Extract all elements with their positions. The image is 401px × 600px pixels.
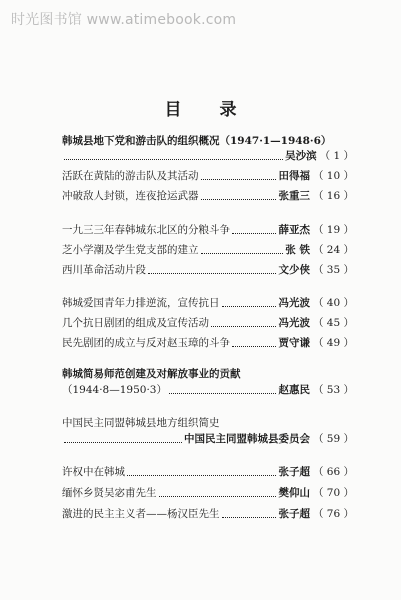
dot-leader xyxy=(148,273,276,274)
toc-entry-author: 冯光波 xyxy=(278,317,310,329)
toc-entry xyxy=(62,484,354,500)
toc-entry xyxy=(62,334,354,350)
dot-leader xyxy=(201,199,277,200)
toc-entry xyxy=(62,430,354,446)
dot-leader xyxy=(222,517,277,518)
toc-entry-page: （ 76 ） xyxy=(312,508,354,520)
toc-entry-title: 韩城爱国青年力排逆流，宣传抗日 xyxy=(62,297,220,309)
toc-entry-author: 田得福 xyxy=(278,170,310,182)
toc-entry-author: 张 铁 xyxy=(285,244,310,256)
toc-entry-title: 许权中在韩城 xyxy=(62,466,125,478)
dot-leader xyxy=(159,496,277,497)
toc-entry xyxy=(62,463,354,479)
toc-entry-author: 张子超 xyxy=(278,508,310,520)
toc-entry-author: 赵惠民 xyxy=(278,384,310,396)
watermark: 时光图书馆 www.atimebook.com xyxy=(11,12,237,28)
toc-entry-title: 芝小学潮及学生党支部的建立 xyxy=(62,244,199,256)
toc-entry-title: 几个抗日剧团的组成及宣传活动 xyxy=(62,317,209,329)
dot-leader xyxy=(201,179,277,180)
toc-entry-page: （ 70 ） xyxy=(312,487,354,499)
toc-entry-page: （ 24 ） xyxy=(312,244,354,256)
toc-line-heading: 韩城县地下党和游击队的组织概况（1947·1—1948·6） xyxy=(62,135,332,147)
page-title: 目录 xyxy=(164,100,275,120)
dot-leader xyxy=(64,442,182,443)
toc-entry-page: （ 66 ） xyxy=(312,466,354,478)
toc-entry xyxy=(62,147,354,163)
toc-entry-title: 西川革命活动片段 xyxy=(62,264,146,276)
toc-entry-author: 冯光波 xyxy=(278,297,310,309)
dot-leader xyxy=(64,159,283,160)
toc-entry-page: （ 1 ） xyxy=(319,150,354,162)
toc-line-heading: 韩城简易师范创建及对解放事业的贡献 xyxy=(62,368,241,380)
toc-entry-author: 贾守谦 xyxy=(278,337,310,349)
toc-entry-author: 文少侠 xyxy=(278,264,310,276)
toc-entry-page: （ 53 ） xyxy=(312,384,354,396)
toc-entry-page: （ 16 ） xyxy=(312,190,354,202)
toc-entry-title: 激进的民主主义者——杨汉臣先生 xyxy=(62,508,220,520)
toc-entry xyxy=(62,241,354,257)
toc-entry-page: （ 19 ） xyxy=(312,224,354,236)
toc-entry-title: 活跃在黄陆的游击队及其活动 xyxy=(62,170,199,182)
dot-leader xyxy=(201,253,284,254)
toc-entry xyxy=(62,381,354,397)
toc-entry xyxy=(62,261,354,277)
toc-entry-author: 薛亚杰 xyxy=(278,224,310,236)
dot-leader xyxy=(211,326,276,327)
toc-entry xyxy=(62,314,354,330)
toc-entry-page: （ 40 ） xyxy=(312,297,354,309)
dot-leader xyxy=(127,475,276,476)
dot-leader xyxy=(169,393,276,394)
toc-entry xyxy=(62,187,354,203)
toc-entry-title: 冲破敌人封锁，连夜抢运武器 xyxy=(62,190,199,202)
toc-entry xyxy=(62,294,354,310)
dot-leader xyxy=(232,346,276,347)
toc-entry xyxy=(62,505,354,521)
toc-entry-title: （1944·8—1950·3） xyxy=(62,384,167,396)
dot-leader xyxy=(232,233,276,234)
toc-entry-page: （ 35 ） xyxy=(312,264,354,276)
toc-entry xyxy=(62,221,354,237)
toc-entry-title: 一九三三年春韩城东北区的分粮斗争 xyxy=(62,224,230,236)
toc-entry-author: 中国民主同盟韩城县委员会 xyxy=(183,433,310,445)
dot-leader xyxy=(222,306,277,307)
toc-entry-author: 樊仰山 xyxy=(278,487,310,499)
toc-entry-page: （ 49 ） xyxy=(312,337,354,349)
toc-entry-page: （ 59 ） xyxy=(312,433,354,445)
toc-entry xyxy=(62,167,354,183)
toc-entry-author: 吴沙滨 xyxy=(285,150,317,162)
toc-entry-page: （ 45 ） xyxy=(312,317,354,329)
toc-entry-title: 缅怀乡贤吴宓甫先生 xyxy=(62,487,157,499)
toc-entry-title: 民先剧团的成立与反对赵玉璋的斗争 xyxy=(62,337,230,349)
toc-entry-author: 张重三 xyxy=(278,190,310,202)
toc-line-heading: 中国民主同盟韩城县地方组织简史 xyxy=(62,417,220,429)
toc-entry-author: 张子超 xyxy=(278,466,310,478)
toc-entry-page: （ 10 ） xyxy=(312,170,354,182)
